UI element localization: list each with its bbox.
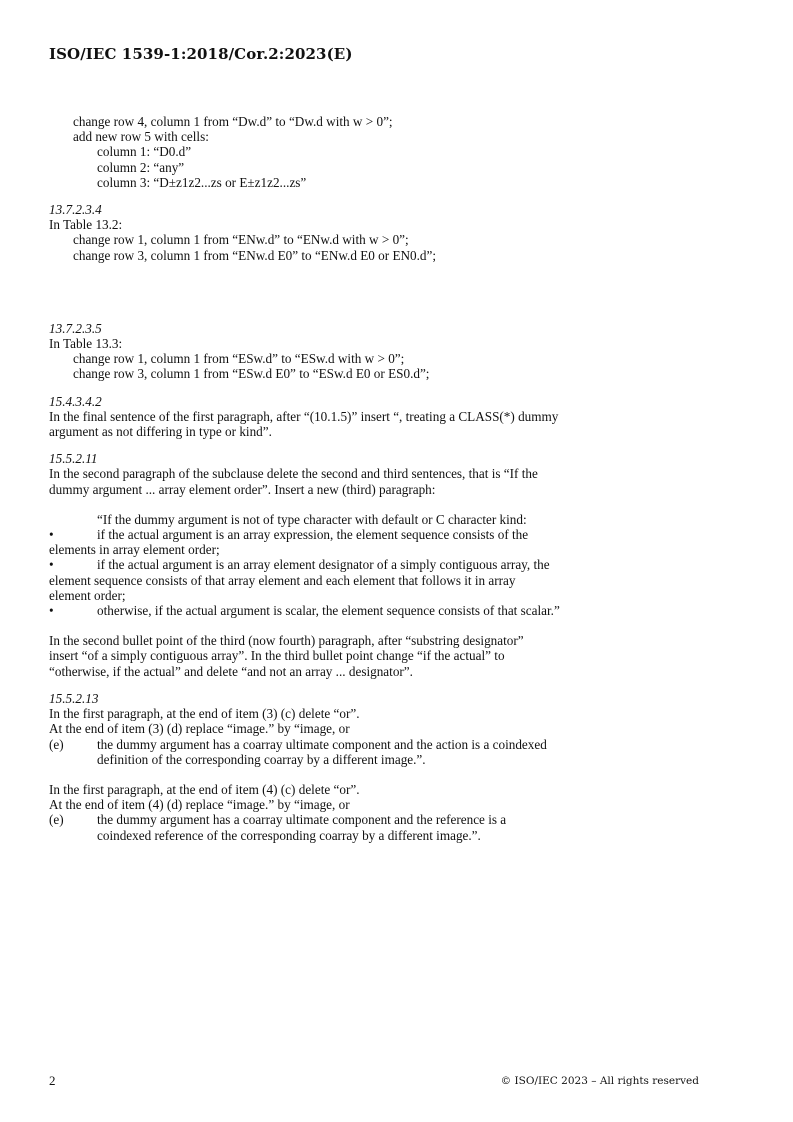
bullet-item-1-text-b: elements in array element order; xyxy=(49,542,220,558)
bullet-item-2-text-a: if the actual argument is an array element designator of a simply contiguous array, the xyxy=(97,557,550,573)
subclause-13-7-2-3-5-line-1: change row 1, column 1 from “ESw.d” to “ESw.d with w > 0”; xyxy=(73,351,405,367)
bullet-item-2 xyxy=(49,557,699,572)
subclause-15-5-2-11-text-2: dummy argument ... array element order”. Insert a new (third) paragraph: xyxy=(49,481,436,497)
subclause-13-7-2-3-4-line-1: change row 1, column 1 from “ENw.d” to “ENw.d with w > 0”; xyxy=(73,232,409,248)
subclause-15-5-2-13-number: 15.5.2.13 xyxy=(49,690,99,706)
subclause-13-7-2-3-5-number: 13.7.2.3.5 xyxy=(49,320,102,336)
subclause-15-5-2-11-text-4: insert “of a simply contiguous array”. In the third bullet point change “if the actual” to xyxy=(49,648,505,664)
bullet-marker: • xyxy=(49,603,54,619)
subclause-15-5-2-11-text-5: “otherwise, if the actual” and delete “and not an array ... designator”. xyxy=(49,663,413,679)
bullet-marker: • xyxy=(49,527,54,543)
document-header: ISO/IEC 1539-1:2018/Cor.2:2023(E) xyxy=(49,45,353,63)
item-e-second-text-2: coindexed reference of the corresponding coarray by a different image.”. xyxy=(97,827,481,843)
copyright-notice: © ISO/IEC 2023 – All rights reserved xyxy=(500,1075,699,1087)
item-e-second-text-1: the dummy argument has a coarray ultimate component and the reference is a xyxy=(97,812,507,828)
subclause-15-5-2-13-text-a2: At the end of item (3) (d) replace “image.” by “image, or xyxy=(49,721,350,737)
subclause-13-7-2-3-5-intro: In Table 13.3: xyxy=(49,336,123,352)
subclause-13-7-2-3-5-line-2: change row 3, column 1 from “ESw.d E0” to “ESw.d E0 or ES0.d”; xyxy=(73,366,430,382)
block1-line-2: add new row 5 with cells: xyxy=(73,129,209,145)
subclause-15-4-3-4-2-text-2: argument as not differing in type or kind”. xyxy=(49,424,272,440)
subclause-15-5-2-11-text-1: In the second paragraph of the subclause delete the second and third sentences, that is “If the xyxy=(49,466,538,482)
block1-column-2: column 2: “any” xyxy=(97,159,185,175)
item-e-first-text-1: the dummy argument has a coarray ultimate component and the action is a coindexed xyxy=(97,736,547,752)
block1-column-3: column 3: “D±z1z2...zs or E±z1z2...zs” xyxy=(97,174,307,190)
bullet-marker: • xyxy=(49,557,54,573)
bullet-item-2-text-c: element order; xyxy=(49,587,126,603)
item-e-first-text-2: definition of the corresponding coarray by a different image.”. xyxy=(97,751,426,767)
bullet-item-1-text-a: if the actual argument is an array expression, the element sequence consists of the xyxy=(97,527,529,543)
subclause-15-5-2-11-text-3: In the second bullet point of the third (now fourth) paragraph, after “substring designator” xyxy=(49,633,524,649)
item-e-label: (e) xyxy=(49,812,64,828)
subclause-13-7-2-3-4-line-2: change row 3, column 1 from “ENw.d E0” to “ENw.d E0 or EN0.d”; xyxy=(73,247,437,263)
subclause-15-5-2-13-text-b1: In the first paragraph, at the end of item (4) (c) delete “or”. xyxy=(49,781,360,797)
subclause-15-5-2-11-number: 15.5.2.11 xyxy=(49,451,98,467)
subclause-13-7-2-3-4-intro: In Table 13.2: xyxy=(49,217,123,233)
subclause-13-7-2-3-4-number: 13.7.2.3.4 xyxy=(49,202,102,218)
item-e-first xyxy=(49,737,699,767)
subclause-15-5-2-13-text-a1: In the first paragraph, at the end of item (3) (c) delete “or”. xyxy=(49,706,360,722)
bullet-item-2-text-b: element sequence consists of that array element and each element that follows it in array xyxy=(49,572,516,588)
bullet-item-3-text-a: otherwise, if the actual argument is scalar, the element sequence consists of that scalar.” xyxy=(97,603,560,619)
bullet-item-3 xyxy=(49,603,699,618)
document-body xyxy=(49,114,699,843)
item-e-second xyxy=(49,812,699,842)
subclause-15-4-3-4-2-number: 15.4.3.4.2 xyxy=(49,393,102,409)
item-e-label: (e) xyxy=(49,736,64,752)
bullet-item-1 xyxy=(49,527,699,542)
subclause-15-4-3-4-2-text-1: In the final sentence of the first paragraph, after “(10.1.5)” insert “, treating a CLASS(*) dummy xyxy=(49,408,559,424)
block1-line-1: change row 4, column 1 from “Dw.d” to “Dw.d with w > 0”; xyxy=(73,114,393,129)
block1-column-1: column 1: “D0.d” xyxy=(97,144,192,160)
inserted-paragraph-lead: “If the dummy argument is not of type character with default or C character kind: xyxy=(97,511,527,527)
subclause-15-5-2-13-text-b2: At the end of item (4) (d) replace “image.” by “image, or xyxy=(49,797,350,813)
page-number: 2 xyxy=(49,1073,56,1088)
